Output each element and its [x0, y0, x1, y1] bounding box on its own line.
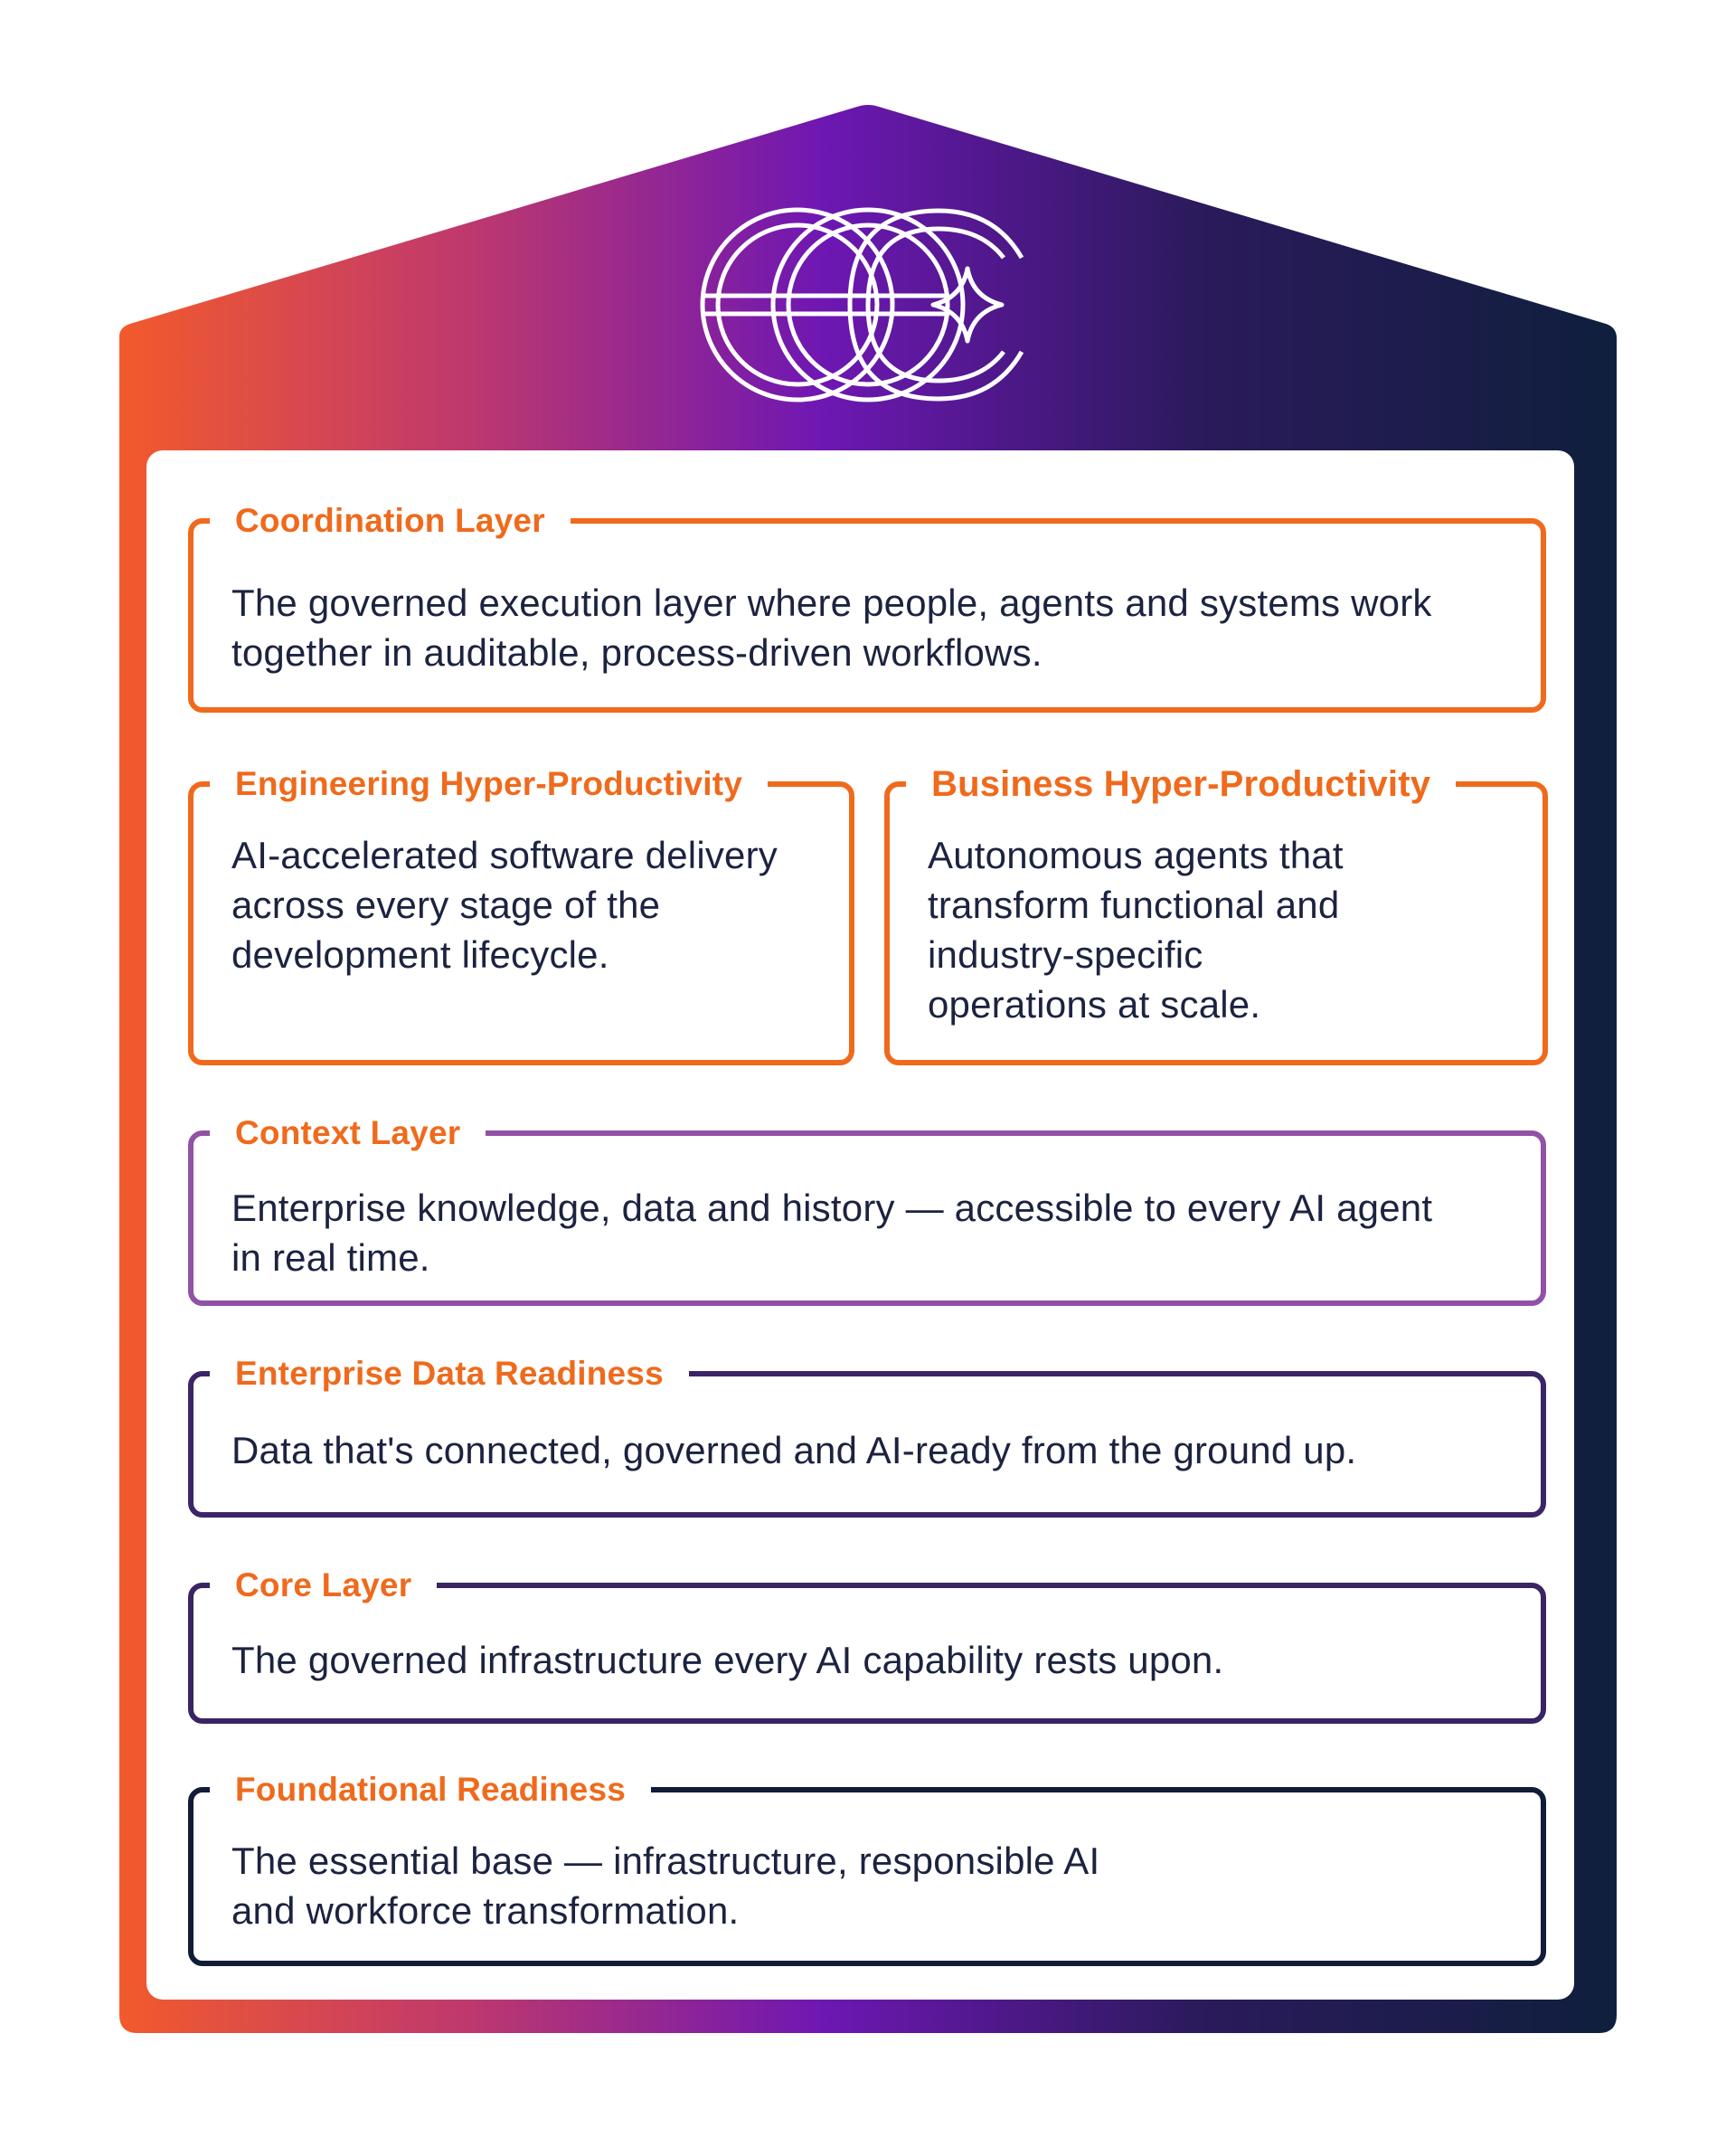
engineering-layer-title: Engineering Hyper-Productivity [210, 761, 768, 807]
coordination-layer-description [231, 578, 1505, 677]
data-readiness-layer-card [188, 1355, 1546, 1518]
context-layer-description [231, 1183, 1505, 1282]
foundational-layer-card [188, 1771, 1546, 1966]
business-desc-line-1: Autonomous agents that [928, 834, 1344, 876]
coordination-layer-title: Coordination Layer [210, 498, 571, 544]
coordination-desc-line-1: The governed execution layer where people, agents and systems work [231, 582, 1432, 624]
coordination-layer-card [188, 502, 1546, 713]
engineering-layer-card [188, 765, 854, 1065]
core-desc-line-1: The governed infrastructure every AI capability rests upon. [231, 1639, 1224, 1681]
data-readiness-layer-description [231, 1425, 1505, 1475]
core-layer-title: Core Layer [210, 1563, 437, 1608]
business-layer-title: Business Hyper-Productivity [906, 761, 1456, 807]
foundational-desc-line-1: The essential base — infrastructure, responsible AI [231, 1840, 1100, 1882]
business-layer-description [928, 830, 1506, 1029]
foundational-layer-title: Foundational Readiness [210, 1767, 651, 1812]
core-layer-description [231, 1635, 1505, 1685]
core-layer-card [188, 1566, 1546, 1724]
engineering-desc-line-1: AI-accelerated software delivery [231, 834, 778, 876]
engineering-desc-line-2: across every stage of the [231, 884, 661, 926]
foundational-desc-line-2: and workforce transformation. [231, 1889, 740, 1932]
business-desc-line-2: transform functional and [928, 884, 1340, 926]
data-readiness-layer-title: Enterprise Data Readiness [210, 1351, 689, 1396]
context-desc-line-2: in real time. [231, 1236, 430, 1279]
context-layer-card [188, 1114, 1546, 1306]
context-desc-line-1: Enterprise knowledge, data and history — accessible to every AI agent [231, 1187, 1433, 1229]
business-desc-line-4: operations at scale. [928, 983, 1261, 1026]
context-layer-title: Context Layer [210, 1111, 486, 1156]
foundational-layer-description [231, 1836, 1505, 1935]
coordination-desc-line-2: together in auditable, process-driven workflows. [231, 631, 1043, 674]
engineering-layer-description [231, 830, 813, 979]
business-layer-card [884, 764, 1548, 1065]
interlocking-rings-star-icon [696, 194, 1040, 416]
business-desc-line-3: industry-specific [928, 933, 1203, 976]
data-readiness-desc-line-1: Data that's connected, governed and AI-ready from the ground up. [231, 1429, 1357, 1471]
engineering-desc-line-3: development lifecycle. [231, 933, 609, 976]
